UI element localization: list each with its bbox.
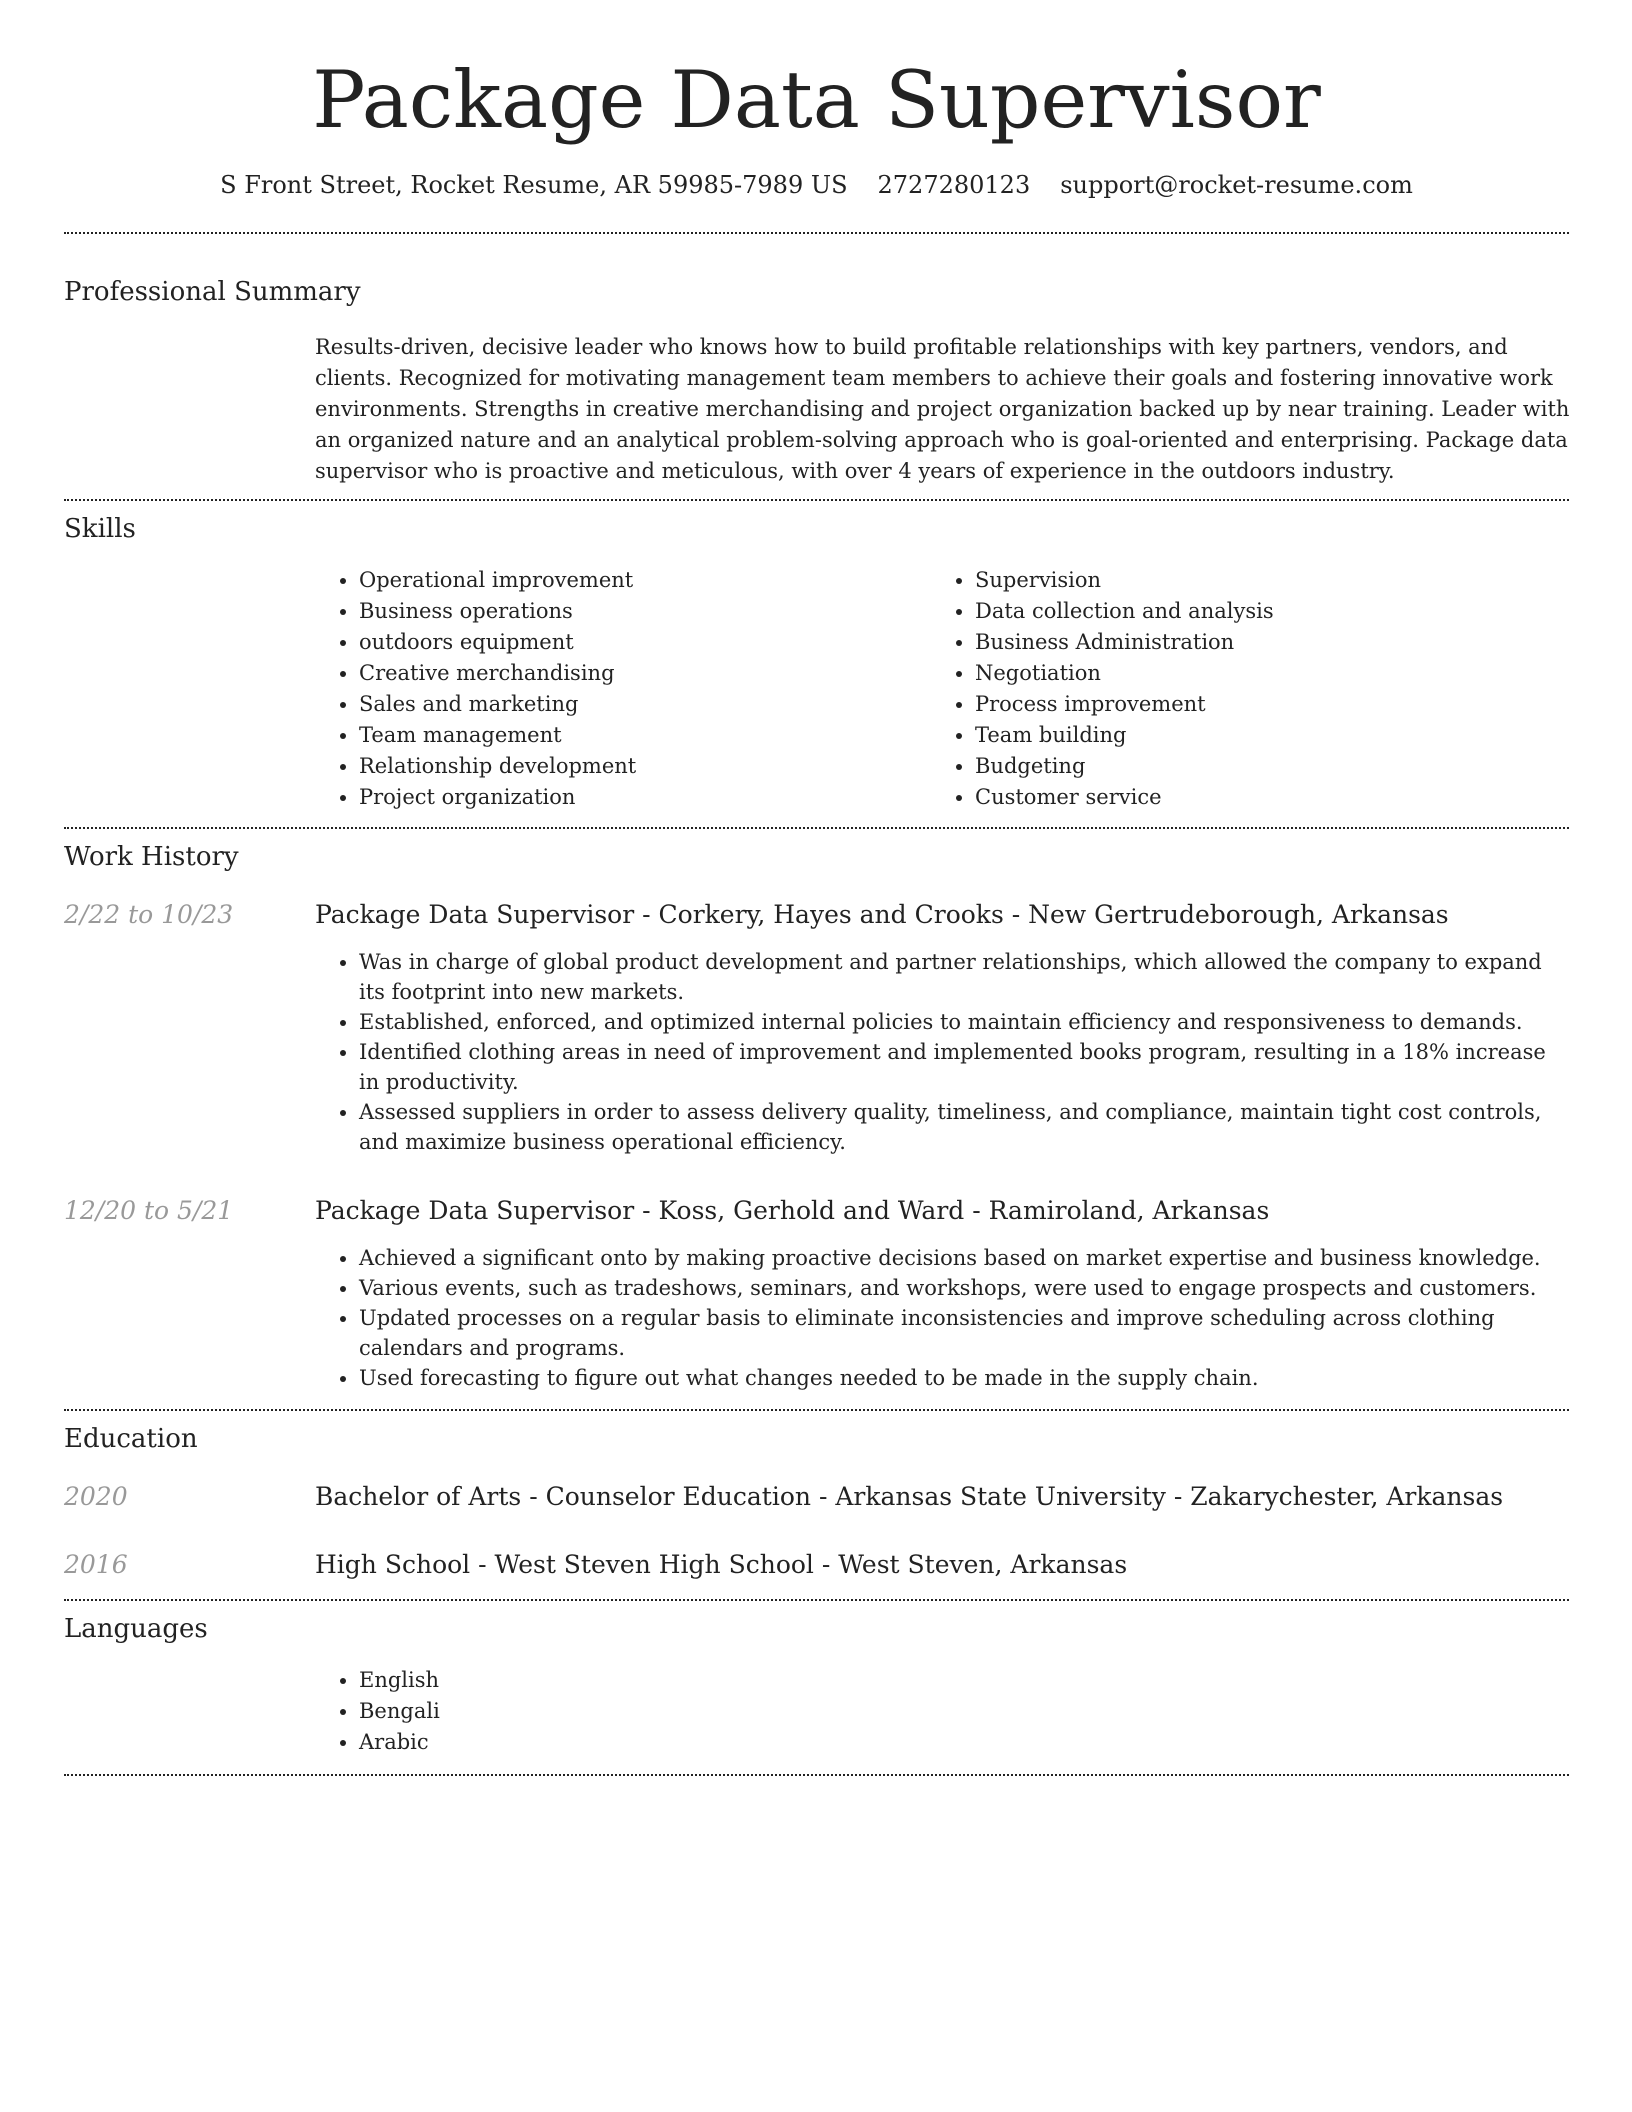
education-title-line [315, 1479, 1569, 1515]
job-title-line [315, 1193, 1569, 1229]
section-title-work: Work History [64, 842, 239, 872]
skill-item: • Customer service [975, 782, 1555, 813]
email: support@rocket-resume.com [1060, 171, 1413, 199]
contact-line [64, 168, 1569, 202]
skill-item: • Operational improvement [359, 565, 931, 596]
skill-item: • Process improvement [975, 689, 1555, 720]
job-bullet: • Various events, such as tradeshows, seminars, and workshops, were used to engage prospects and customers. [359, 1273, 1569, 1303]
work-history-section [64, 829, 1569, 1409]
job-location: New Gertrudeborough, Arkansas [1028, 900, 1449, 929]
language-item: • English [359, 1665, 1569, 1696]
job-company: Corkery, Hayes and Crooks [658, 900, 1004, 929]
skill-item: • Project organization [359, 782, 931, 813]
skills-section [64, 501, 1569, 827]
skill-item: • Business operations [359, 596, 931, 627]
skill-item: • Team management [359, 720, 931, 751]
section-divider [64, 1774, 1569, 1776]
job-bullets [315, 1243, 1569, 1393]
summary-text: Results-driven, decisive leader who knows how to build profitable relationships with key partners, vendors, and clients. Recognized for motivating management team members to achieve their goals and fostering innovative work environments. Strengths in creative merchandising and project organization backed up by near training. Leader with an organized nature and an analytical problem-solving approach who is goal-oriented and enterprising. Package data supervisor who is proactive and meticulous, with over 4 years of experience in the outdoors industry. [315, 335, 1570, 483]
education-location: Zakarychester, Arkansas [1190, 1482, 1504, 1511]
education-school: Arkansas State University [835, 1482, 1166, 1511]
candidate-name: Package Data Supervisor [312, 54, 1321, 146]
job-dates: 2/22 to 10/23 [64, 900, 234, 929]
skill-item: • Negotiation [975, 658, 1555, 689]
job-bullet: • Used forecasting to figure out what changes needed to be made in the supply chain. [359, 1363, 1569, 1393]
skill-item: • Creative merchandising [359, 658, 931, 689]
job-bullet: • Was in charge of global product development and partner relationships, which allowed the company to expand its footprint into new markets. [359, 947, 1569, 1007]
skill-item: • Relationship development [359, 751, 931, 782]
skill-item: • Sales and marketing [359, 689, 931, 720]
summary-section [64, 234, 1569, 499]
separator: - [634, 900, 659, 929]
section-title-summary: Professional Summary [64, 277, 361, 307]
education-entry [64, 1479, 1569, 1515]
separator: - [964, 1196, 989, 1225]
job-dates: 12/20 to 5/21 [64, 1196, 234, 1225]
job-bullet: • Updated processes on a regular basis to eliminate inconsistencies and improve scheduling across clothing calendars and programs. [359, 1303, 1569, 1363]
job-bullet: • Achieved a significant onto by making proactive decisions based on market expertise and business knowledge. [359, 1243, 1569, 1273]
section-title-languages: Languages [64, 1614, 208, 1644]
separator: - [634, 1196, 659, 1225]
education-year: 2020 [64, 1482, 128, 1511]
skill-item: • Budgeting [975, 751, 1555, 782]
section-title-education: Education [64, 1424, 198, 1454]
education-school: West Steven High School [494, 1550, 814, 1579]
separator: - [1003, 900, 1029, 929]
section-title-skills: Skills [64, 514, 136, 544]
skill-item: • Data collection and analysis [975, 596, 1555, 627]
education-entry [64, 1547, 1569, 1583]
resume-page [64, 0, 1569, 1776]
language-item: • Bengali [359, 1696, 1569, 1727]
skill-item: • Business Administration [975, 627, 1555, 658]
job-role: Package Data Supervisor [315, 900, 635, 929]
education-degree: High School [315, 1550, 471, 1579]
job-company: Koss, Gerhold and Ward [658, 1196, 965, 1225]
education-year: 2016 [64, 1550, 128, 1579]
job-bullet: • Established, enforced, and optimized internal policies to maintain efficiency and responsiveness to demands. [359, 1007, 1569, 1037]
education-title-line [315, 1547, 1569, 1583]
separator: - [1165, 1482, 1191, 1511]
skills-list-left [315, 565, 931, 813]
skills-list-right [931, 565, 1555, 813]
education-degree: Bachelor of Arts - Counselor Education [315, 1482, 811, 1511]
education-location: West Steven, Arkansas [838, 1550, 1128, 1579]
languages-section [64, 1601, 1569, 1774]
separator: - [811, 1482, 836, 1511]
language-item: • Arabic [359, 1727, 1569, 1758]
phone: 2727280123 [877, 171, 1031, 199]
languages-list [315, 1665, 1569, 1758]
education-section [64, 1411, 1569, 1599]
job-entry [64, 897, 1569, 1157]
skill-item: • Supervision [975, 565, 1555, 596]
job-location: Ramiroland, Arkansas [988, 1196, 1270, 1225]
separator: - [813, 1550, 839, 1579]
skill-item: • Team building [975, 720, 1555, 751]
job-entry [64, 1193, 1569, 1393]
job-bullet: • Assessed suppliers in order to assess delivery quality, timeliness, and compliance, maintain tight cost controls, and maximize business operational efficiency. [359, 1097, 1569, 1157]
job-bullets [315, 947, 1569, 1157]
job-bullet: • Identified clothing areas in need of improvement and implemented books program, resulting in a 18% increase in productivity. [359, 1037, 1569, 1097]
separator: - [470, 1550, 495, 1579]
address: S Front Street, Rocket Resume, AR 59985-7989 US [220, 171, 848, 199]
job-role: Package Data Supervisor [315, 1196, 635, 1225]
job-title-line [315, 897, 1569, 933]
skill-item: • outdoors equipment [359, 627, 931, 658]
